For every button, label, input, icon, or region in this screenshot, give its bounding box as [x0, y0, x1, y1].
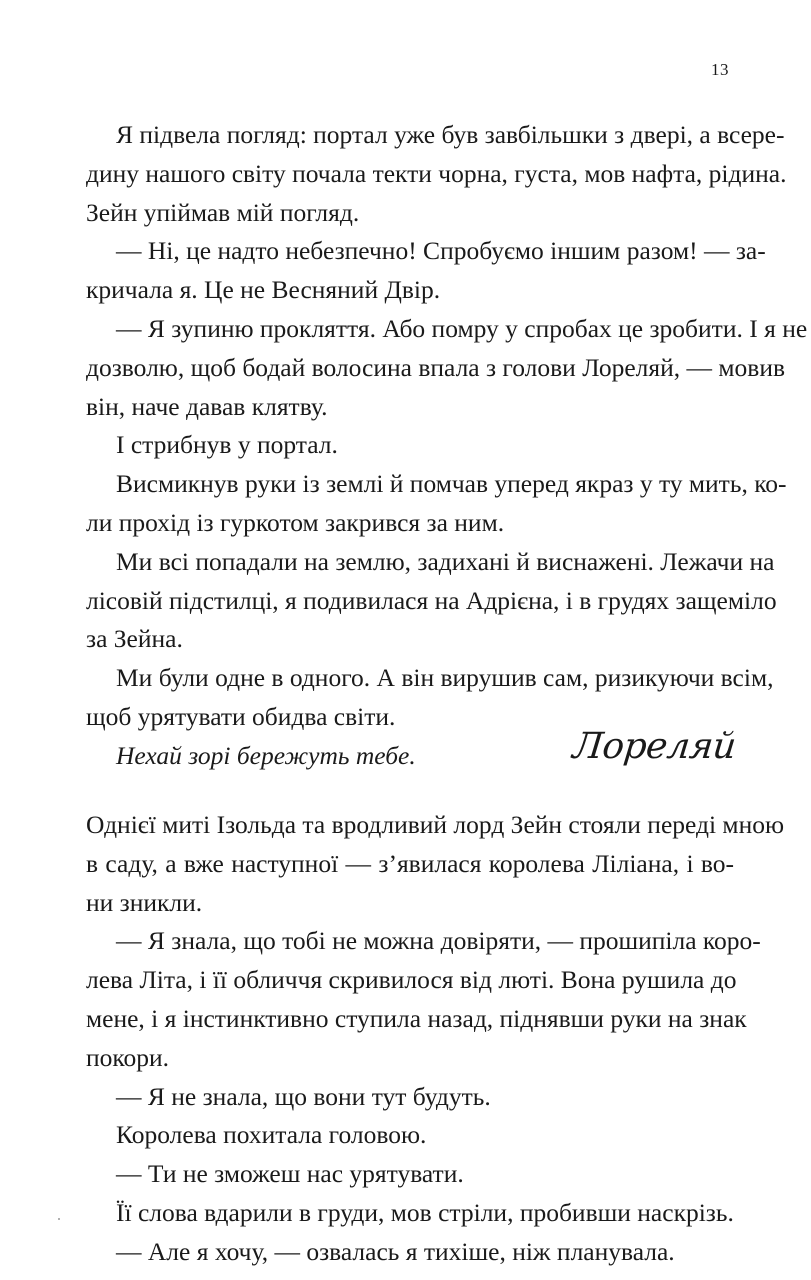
page-number: 13	[711, 60, 729, 79]
text-line: Королева похитала головою.	[116, 1120, 427, 1150]
text-line: мене, і я інстинктивно ступила назад, піднявши руки на знак	[86, 1003, 747, 1033]
text-line: Нехай зорі бережуть тебе.	[116, 740, 416, 770]
text-line: — Я знала, що тобі не можна довіряти, — прошипіла коро-	[116, 926, 761, 956]
text-line: дину нашого світу почала текти чорна, густа, мов нафта, рідина.	[86, 158, 787, 188]
text-line: ли прохід із гуркотом закрився за ним.	[86, 507, 505, 537]
text-line: в саду, а вже наступної — з’явилася королева Ліліана, і во-	[86, 848, 734, 878]
text-line: за Зейна.	[86, 624, 183, 654]
text-line: Ми були одне в одного. А він вирушив сам, ризикуючи всім,	[116, 663, 774, 693]
text-line: він, наче давав клятву.	[86, 391, 328, 421]
page-speck	[58, 1218, 60, 1220]
text-line: щоб урятувати обидва світи.	[86, 701, 396, 731]
text-line: покори.	[86, 1042, 170, 1072]
text-line: Висмикнув руки із землі й помчав уперед якраз у ту мить, ко-	[116, 469, 787, 499]
text-line: — Я зупиню прокляття. Або помру у спробах це зробити. І я не	[116, 313, 808, 343]
text-line: — Я не знала, що вони тут будуть.	[116, 1081, 491, 1111]
text-line: лісовій підстилці, я подивилася на Адрієна, і в грудях защеміло	[86, 585, 777, 615]
text-section-1	[86, 116, 808, 776]
text-line: Однієї миті Ізольда та вродливий лорд Зейн стояли переді мною	[86, 810, 785, 839]
text-line: лева Літа, і її обличчя скривилося від люті. Вона рушила до	[86, 965, 737, 995]
text-line: кричала я. Це не Весняний Двір.	[86, 275, 441, 305]
text-line: І стрибнув у портал.	[116, 430, 338, 460]
text-line: — Ти не зможеш нас урятувати.	[116, 1159, 464, 1189]
text-section-2	[86, 806, 785, 1272]
text-line: — Ні, це надто небезпечно! Спробуємо іншим разом! — за-	[116, 236, 766, 266]
chapter-title: Лореляй	[571, 726, 739, 767]
text-line: Я підвела погляд: портал уже був завбільшки з двері, а всере-	[116, 120, 785, 149]
text-line: Зейн упіймав мій погляд.	[86, 197, 360, 227]
text-line: ни зникли.	[86, 887, 203, 917]
text-line: — Але я хочу, — озвалась я тихіше, ніж планувала.	[116, 1236, 675, 1266]
text-line: Ми всі попадали на землю, задихані й виснажені. Лежачи на	[116, 546, 775, 576]
text-line: дозволю, щоб бодай волосина впала з голови Лореляй, — мовив	[86, 352, 786, 382]
text-line: Її слова вдарили в груди, мов стріли, пробивши наскрізь.	[116, 1197, 734, 1227]
